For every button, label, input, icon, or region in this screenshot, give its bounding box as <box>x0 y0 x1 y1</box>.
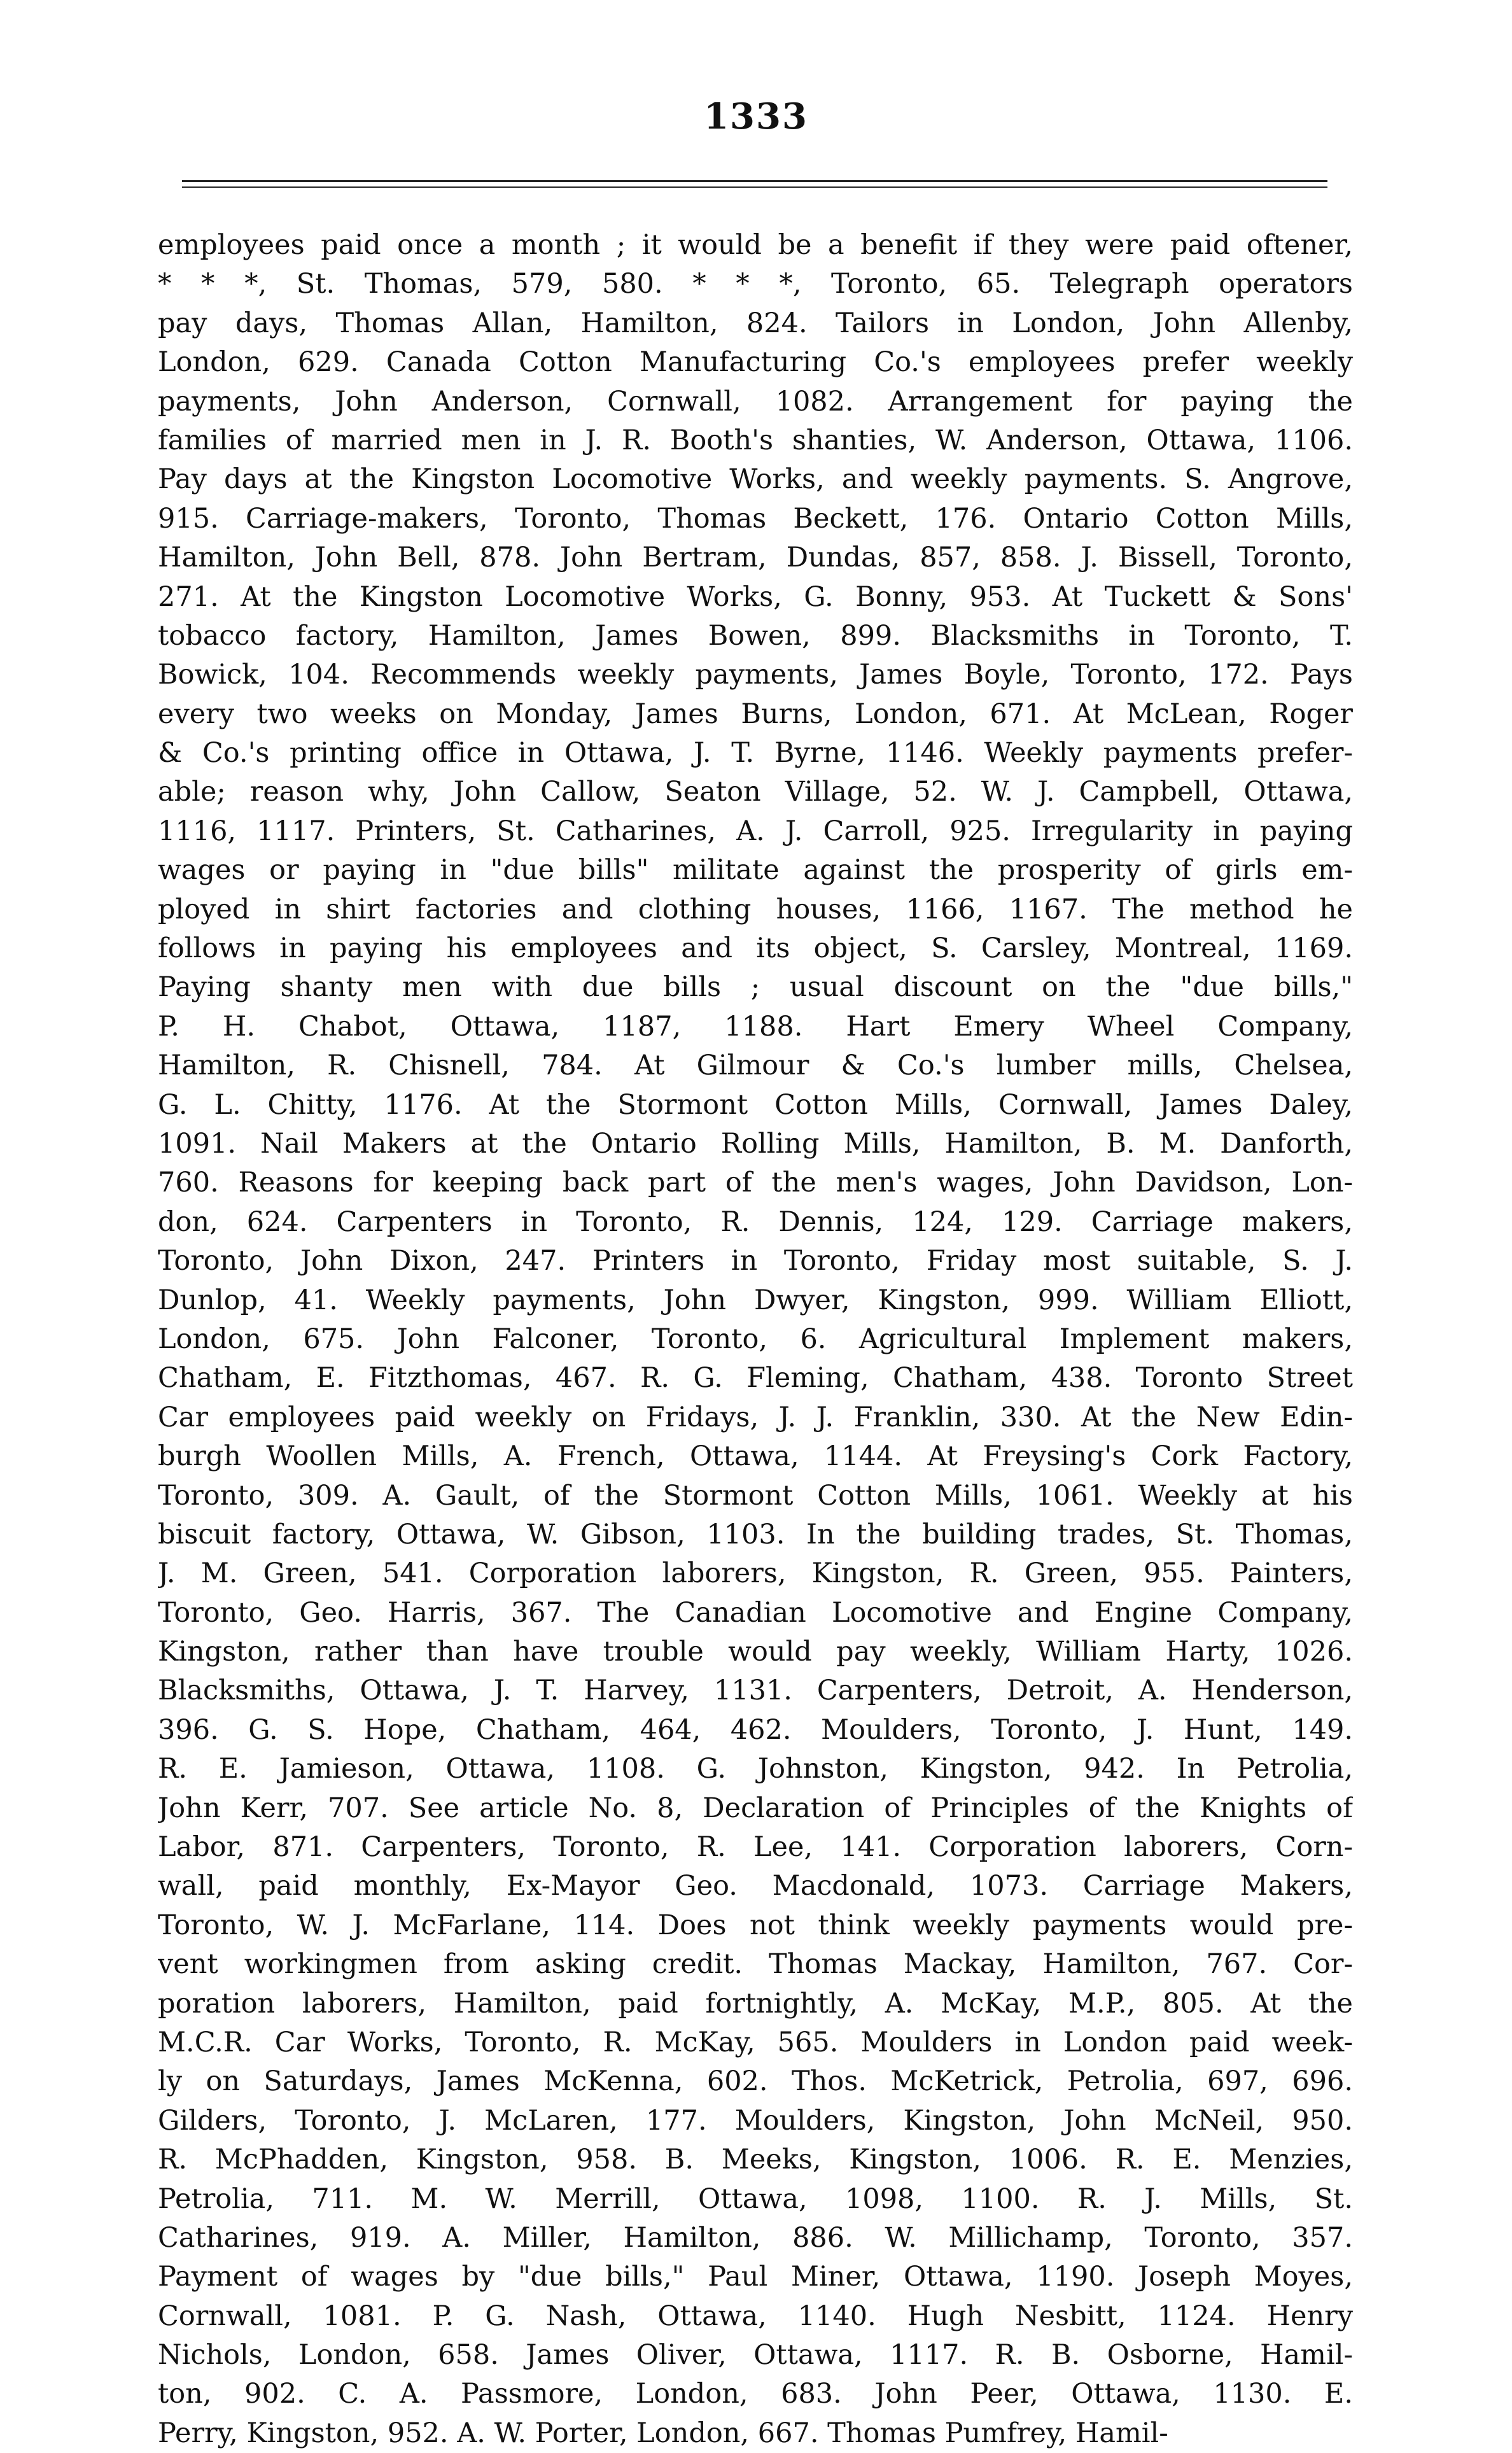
text-line: vent workingmen from asking credit. Thomas Mackay, Hamilton, 767. Cor- <box>158 1948 1353 1981</box>
text-line: John Kerr, 707. See article No. 8, Declaration of Principles of the Knights of <box>158 1792 1353 1824</box>
text-line: M.C.R. Car Works, Toronto, R. McKay, 565. Moulders in London paid week- <box>158 2026 1353 2058</box>
text-line: Petrolia, 711. M. W. Merrill, Ottawa, 1098, 1100. R. J. Mills, St. <box>158 2182 1353 2215</box>
text-line: Toronto, John Dixon, 247. Printers in Toronto, Friday most suitable, S. J. <box>158 1245 1353 1277</box>
text-line: payments, John Anderson, Cornwall, 1082. Arrangement for paying the <box>158 385 1353 418</box>
text-line: J. M. Green, 541. Corporation laborers, Kingston, R. Green, 955. Painters, <box>158 1557 1353 1590</box>
text-line: Catharines, 919. A. Miller, Hamilton, 886. W. Millichamp, Toronto, 357. <box>158 2221 1353 2254</box>
text-line: & Co.'s printing office in Ottawa, J. T. Byrne, 1146. Weekly payments prefer- <box>158 737 1353 770</box>
text-line: tobacco factory, Hamilton, James Bowen, 899. Blacksmiths in Toronto, T. <box>158 619 1353 652</box>
text-line: Labor, 871. Carpenters, Toronto, R. Lee, 141. Corporation laborers, Corn- <box>158 1831 1353 1864</box>
text-line: pay days, Thomas Allan, Hamilton, 824. Tailors in London, John Allenby, <box>158 307 1353 339</box>
text-line: London, 629. Canada Cotton Manufacturing Co.'s employees prefer weekly <box>158 346 1353 379</box>
text-line: Nichols, London, 658. James Oliver, Ottawa, 1117. R. B. Osborne, Hamil- <box>158 2339 1353 2372</box>
text-line: Blacksmiths, Ottawa, J. T. Harvey, 1131. Carpenters, Detroit, A. Henderson, <box>158 1675 1353 1707</box>
text-line: ton, 902. C. A. Passmore, London, 683. John Peer, Ottawa, 1130. E. <box>158 2378 1353 2410</box>
text-line: Bowick, 104. Recommends weekly payments, James Boyle, Toronto, 172. Pays <box>158 659 1353 691</box>
text-line: P. H. Chabot, Ottawa, 1187, 1188. Hart Emery Wheel Company, <box>158 1010 1353 1043</box>
text-line: Hamilton, R. Chisnell, 784. At Gilmour & Co.'s lumber mills, Chelsea, <box>158 1050 1353 1082</box>
index-text-block <box>158 226 1353 2453</box>
header-rule-secondary <box>182 186 1327 188</box>
text-line: Car employees paid weekly on Fridays, J. J. Franklin, 330. At the New Edin- <box>158 1401 1353 1433</box>
text-line: able; reason why, John Callow, Seaton Village, 52. W. J. Campbell, Ottawa, <box>158 776 1353 808</box>
text-line: Cornwall, 1081. P. G. Nash, Ottawa, 1140. Hugh Nesbitt, 1124. Henry <box>158 2300 1353 2332</box>
text-line: Paying shanty men with due bills ; usual discount on the "due bills," <box>158 971 1353 1004</box>
text-line: London, 675. John Falconer, Toronto, 6. Agricultural Implement makers, <box>158 1323 1353 1355</box>
text-line: Hamilton, John Bell, 878. John Bertram, Dundas, 857, 858. J. Bissell, Toronto, <box>158 542 1353 574</box>
text-line: every two weeks on Monday, James Burns, London, 671. At McLean, Roger <box>158 698 1353 730</box>
text-line: Dunlop, 41. Weekly payments, John Dwyer, Kingston, 999. William Elliott, <box>158 1284 1353 1316</box>
text-line: Chatham, E. Fitzthomas, 467. R. G. Fleming, Chatham, 438. Toronto Street <box>158 1362 1353 1395</box>
text-line: * * *, St. Thomas, 579, 580. * * *, Toronto, 65. Telegraph operators <box>158 268 1353 300</box>
text-line: 1091. Nail Makers at the Ontario Rolling Mills, Hamilton, B. M. Danforth, <box>158 1127 1353 1160</box>
text-line: Gilders, Toronto, J. McLaren, 177. Moulders, Kingston, John McNeil, 950. <box>158 2104 1353 2137</box>
text-line: Pay days at the Kingston Locomotive Works, and weekly payments. S. Angrove, <box>158 463 1353 496</box>
text-line: 271. At the Kingston Locomotive Works, G. Bonny, 953. At Tuckett & Sons' <box>158 580 1353 613</box>
text-line: ly on Saturdays, James McKenna, 602. Thos. McKetrick, Petrolia, 697, 696. <box>158 2065 1353 2098</box>
text-line: Toronto, W. J. McFarlane, 114. Does not think weekly payments would pre- <box>158 1909 1353 1941</box>
header-rule <box>182 180 1327 182</box>
text-line: 396. G. S. Hope, Chatham, 464, 462. Moulders, Toronto, J. Hunt, 149. <box>158 1713 1353 1746</box>
text-line: Toronto, 309. A. Gault, of the Stormont Cotton Mills, 1061. Weekly at his <box>158 1479 1353 1512</box>
text-line: follows in paying his employees and its object, S. Carsley, Montreal, 1169. <box>158 932 1353 965</box>
text-line: wall, paid monthly, Ex-Mayor Geo. Macdonald, 1073. Carriage Makers, <box>158 1870 1353 1902</box>
text-line: 1116, 1117. Printers, St. Catharines, A. J. Carroll, 925. Irregularity in paying <box>158 815 1353 847</box>
text-line: don, 624. Carpenters in Toronto, R. Dennis, 124, 129. Carriage makers, <box>158 1205 1353 1238</box>
text-line: wages or paying in "due bills" militate against the prosperity of girls em- <box>158 854 1353 887</box>
text-line: Kingston, rather than have trouble would pay weekly, William Harty, 1026. <box>158 1636 1353 1668</box>
text-line: poration laborers, Hamilton, paid fortnightly, A. McKay, M.P., 805. At the <box>158 1987 1353 2020</box>
page-number: 1333 <box>704 95 808 137</box>
text-line: G. L. Chitty, 1176. At the Stormont Cotton Mills, Cornwall, James Daley, <box>158 1088 1353 1121</box>
text-line: 915. Carriage-makers, Toronto, Thomas Beckett, 176. Ontario Cotton Mills, <box>158 502 1353 535</box>
text-line: Toronto, Geo. Harris, 367. The Canadian Locomotive and Engine Company, <box>158 1596 1353 1629</box>
text-line: families of married men in J. R. Booth's shanties, W. Anderson, Ottawa, 1106. <box>158 424 1353 456</box>
text-line: R. McPhadden, Kingston, 958. B. Meeks, Kingston, 1006. R. E. Menzies, <box>158 2144 1353 2176</box>
text-line: biscuit factory, Ottawa, W. Gibson, 1103. In the building trades, St. Thomas, <box>158 1518 1353 1550</box>
text-line: R. E. Jamieson, Ottawa, 1108. G. Johnston, Kingston, 942. In Petrolia, <box>158 1753 1353 1785</box>
text-line: burgh Woollen Mills, A. French, Ottawa, 1144. At Freysing's Cork Factory, <box>158 1440 1353 1473</box>
text-line: Payment of wages by "due bills," Paul Miner, Ottawa, 1190. Joseph Moyes, <box>158 2261 1353 2293</box>
text-line: Perry, Kingston, 952. A. W. Porter, London, 667. Thomas Pumfrey, Hamil- <box>158 2417 1168 2449</box>
text-line: employees paid once a month ; it would be a benefit if they were paid oftener, <box>158 229 1353 261</box>
text-line: ployed in shirt factories and clothing houses, 1166, 1167. The method he <box>158 893 1353 925</box>
text-line: 760. Reasons for keeping back part of the men's wages, John Davidson, Lon- <box>158 1167 1353 1199</box>
